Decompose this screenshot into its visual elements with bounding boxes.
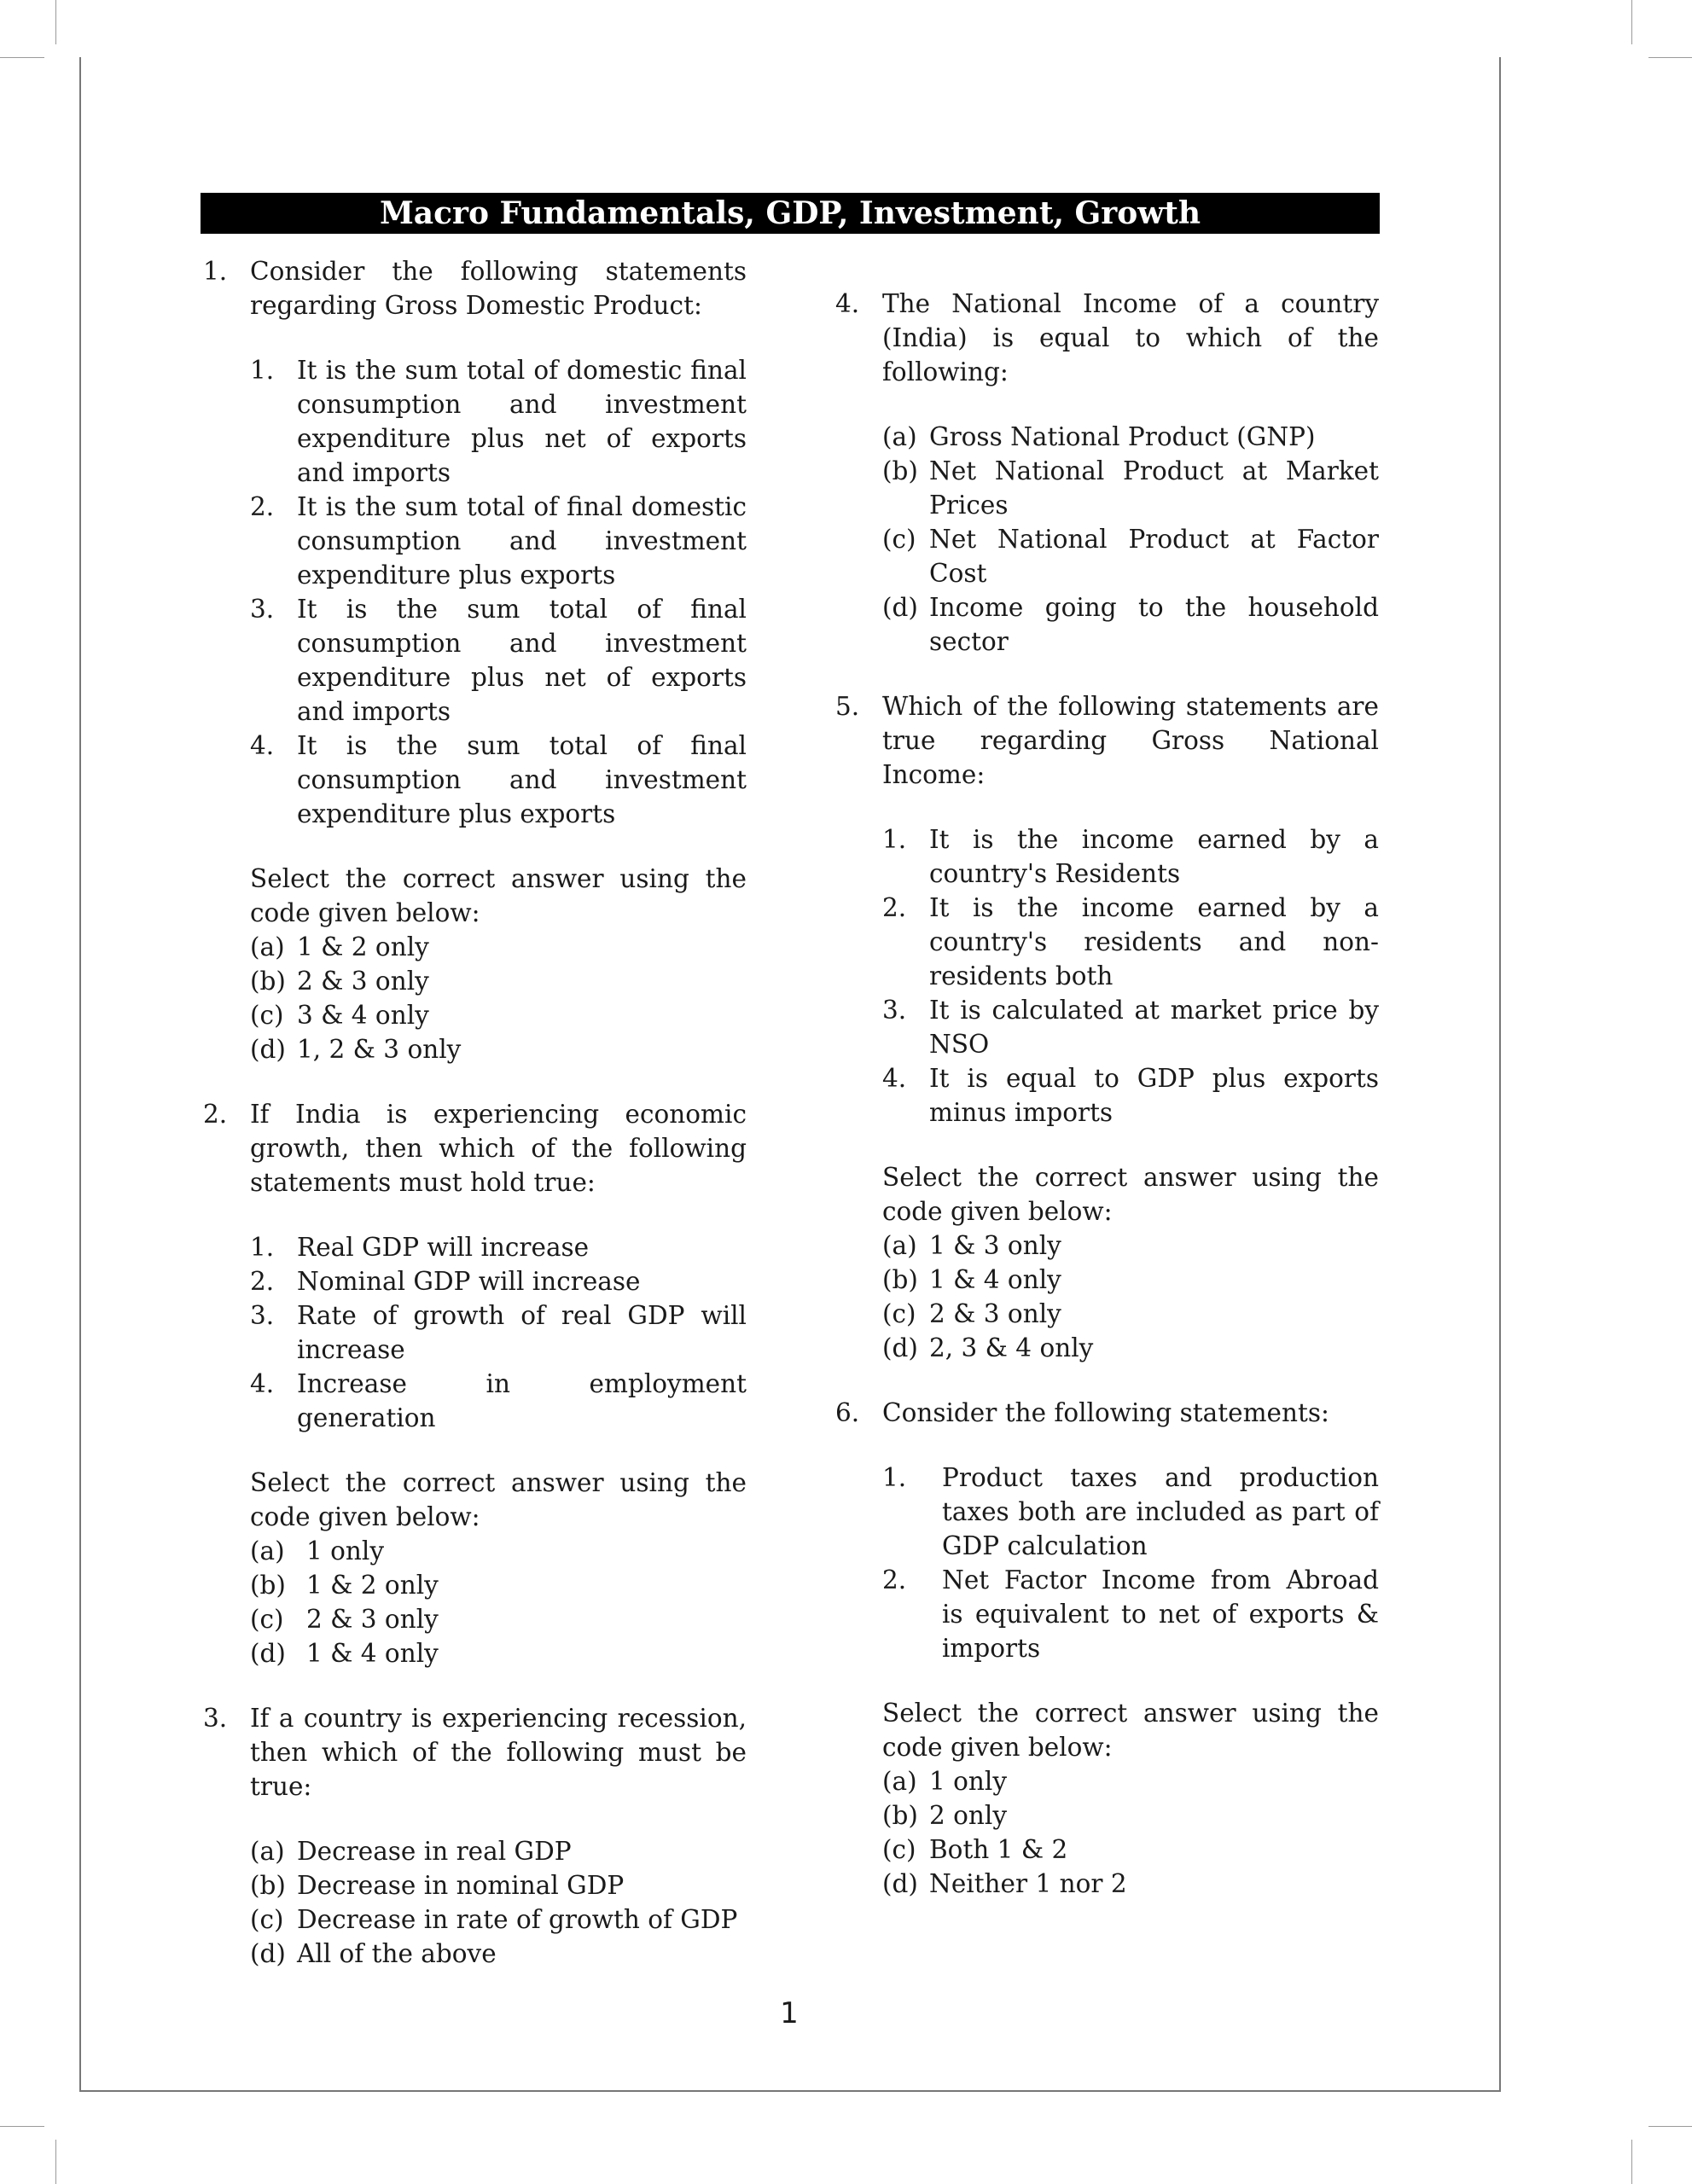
crop-mark [1631, 0, 1632, 44]
answer-option[interactable] [882, 590, 1379, 659]
option-label: (c) [250, 1001, 284, 1030]
option-text: 1 & 3 only [929, 1231, 1061, 1260]
statement [882, 1461, 1379, 1563]
statement-number: 1. [882, 825, 907, 854]
option-text: 1 & 4 only [929, 1265, 1061, 1294]
option-label: (c) [250, 1905, 284, 1934]
option-label: (d) [250, 1939, 286, 1968]
statement-number: 2. [250, 492, 275, 521]
statement [250, 1298, 747, 1367]
option-label: (a) [250, 932, 285, 961]
question-text: The National Income of a country (India) is equal to which of the following: [882, 289, 1379, 386]
statement-list [882, 1461, 1379, 1665]
answer-option[interactable] [882, 1833, 1379, 1867]
crop-mark [55, 2140, 56, 2184]
option-text: Both 1 & 2 [929, 1835, 1068, 1864]
statement-text: Net Factor Income from Abroad is equivalent to net of exports & imports [942, 1565, 1379, 1663]
option-label: (b) [250, 967, 286, 996]
question-text: Consider the following statements regarding Gross Domestic Product: [250, 257, 747, 320]
statement-number: 1. [250, 356, 275, 385]
answer-option[interactable] [882, 1297, 1379, 1331]
option-list [882, 420, 1379, 659]
statement [882, 891, 1379, 993]
question-1 [203, 254, 747, 1066]
option-list [250, 930, 747, 1066]
option-list [882, 1228, 1379, 1365]
answer-option[interactable] [250, 1032, 747, 1066]
question-2 [203, 1097, 747, 1670]
option-label: (b) [250, 1571, 286, 1600]
statement-text: Rate of growth of real GDP will increase [297, 1301, 747, 1364]
option-text: 1 only [929, 1767, 1008, 1796]
answer-instruction: Select the correct answer using the code given below: [250, 1468, 747, 1531]
question-text: Consider the following statements: [882, 1398, 1329, 1427]
statement-list [250, 1230, 747, 1435]
option-text: 3 & 4 only [297, 1001, 429, 1030]
option-label: (b) [882, 1801, 918, 1830]
statement-text: It is the sum total of domestic final consumption and investment expenditure plus net of exports and imports [297, 356, 747, 487]
statement-number: 4. [250, 731, 275, 760]
option-text: 2 & 3 only [297, 967, 429, 996]
statement [250, 592, 747, 729]
answer-instruction: Select the correct answer using the code given below: [882, 1163, 1379, 1226]
option-text: Neither 1 nor 2 [929, 1869, 1127, 1898]
statement-number: 2. [882, 893, 907, 922]
option-label: (c) [250, 1605, 284, 1634]
statement [882, 1563, 1379, 1665]
answer-instruction: Select the correct answer using the code given below: [882, 1699, 1379, 1762]
option-text: Net National Product at Factor Cost [929, 525, 1379, 588]
answer-instruction: Select the correct answer using the code given below: [250, 864, 747, 927]
answer-option[interactable] [250, 1568, 747, 1602]
page-title: Macro Fundamentals, GDP, Investment, Growth [201, 193, 1380, 234]
statement-number: 3. [250, 1301, 275, 1330]
statement-text: It is calculated at market price by NSO [929, 996, 1379, 1059]
question-number: 2. [203, 1100, 228, 1129]
question-6 [835, 1396, 1379, 1901]
option-label: (b) [882, 1265, 918, 1294]
statement-number: 1. [250, 1233, 275, 1262]
crop-mark [0, 2126, 44, 2127]
crop-mark [1648, 57, 1692, 58]
option-label: (a) [250, 1536, 285, 1565]
statement-text: Product taxes and production taxes both are included as part of GDP calculation [942, 1463, 1379, 1560]
answer-option[interactable] [250, 1937, 747, 1971]
option-label: (b) [882, 456, 918, 485]
answer-option[interactable] [882, 1228, 1379, 1263]
option-text: Net National Product at Market Prices [929, 456, 1379, 520]
question-3 [203, 1701, 747, 1971]
option-list [250, 1534, 747, 1670]
option-label: (a) [250, 1837, 285, 1866]
question-5 [835, 689, 1379, 1365]
option-label: (c) [882, 1299, 916, 1328]
option-label: (d) [250, 1035, 286, 1064]
answer-option[interactable] [882, 1867, 1379, 1901]
option-label: (b) [250, 1871, 286, 1900]
option-list [882, 1764, 1379, 1901]
statement-text: It is the sum total of final consumption and investment expenditure plus exports [297, 731, 747, 828]
statement-number: 2. [882, 1565, 907, 1594]
question-number: 1. [203, 257, 228, 286]
option-text: Decrease in rate of growth of GDP [297, 1905, 738, 1934]
option-text: 1 only [306, 1536, 385, 1565]
option-text: 1, 2 & 3 only [297, 1035, 462, 1064]
question-number: 5. [835, 692, 860, 721]
question-text: If a country is experiencing recession, then which of the following must be true: [250, 1704, 747, 1801]
option-text: 2, 3 & 4 only [929, 1333, 1094, 1362]
statement [250, 490, 747, 592]
answer-option[interactable] [250, 1902, 747, 1937]
option-list [250, 1834, 747, 1971]
answer-option[interactable] [882, 522, 1379, 590]
statement-text: It is the income earned by a country's Residents [929, 825, 1379, 888]
answer-option[interactable] [250, 998, 747, 1032]
option-text: 2 only [929, 1801, 1008, 1830]
option-text: 2 & 3 only [306, 1605, 439, 1634]
statement-number: 1. [882, 1463, 907, 1492]
statement-list [882, 822, 1379, 1130]
option-text: 1 & 4 only [306, 1639, 439, 1668]
question-number: 4. [835, 289, 860, 318]
statement-text: It is equal to GDP plus exports minus imports [929, 1064, 1379, 1127]
option-text: 1 & 2 only [297, 932, 429, 961]
statement-text: It is the income earned by a country's residents and non-residents both [929, 893, 1379, 990]
statement-list [250, 353, 747, 831]
option-label: (c) [882, 525, 916, 554]
answer-option[interactable] [882, 454, 1379, 522]
option-label: (a) [882, 422, 917, 451]
question-4 [835, 287, 1379, 659]
answer-option[interactable] [882, 1263, 1379, 1297]
answer-option[interactable] [250, 964, 747, 998]
option-text: 1 & 2 only [306, 1571, 439, 1600]
question-number: 6. [835, 1398, 860, 1427]
option-label: (d) [882, 593, 918, 622]
statement [250, 1230, 747, 1264]
statement-text: Nominal GDP will increase [297, 1267, 641, 1296]
answer-option[interactable] [250, 1636, 747, 1670]
statement-text: Increase in employment generation [297, 1369, 747, 1432]
question-text: Which of the following statements are true regarding Gross National Income: [882, 692, 1379, 789]
option-text: All of the above [297, 1939, 497, 1968]
statement [250, 1264, 747, 1298]
statement-text: It is the sum total of final domestic consumption and investment expenditure plus exports [297, 492, 747, 590]
question-text: If India is experiencing economic growth, then which of the following statements must hold true: [250, 1100, 747, 1197]
statement-text: Real GDP will increase [297, 1233, 590, 1262]
option-label: (a) [882, 1767, 917, 1796]
statement-text: It is the sum total of final consumption and investment expenditure plus net of exports and imports [297, 595, 747, 726]
answer-option[interactable] [882, 1764, 1379, 1798]
option-text: Decrease in nominal GDP [297, 1871, 625, 1900]
statement [882, 822, 1379, 891]
statement [250, 1367, 747, 1435]
option-text: Decrease in real GDP [297, 1837, 572, 1866]
answer-option[interactable] [882, 1798, 1379, 1833]
crop-mark [0, 57, 44, 58]
statement [882, 993, 1379, 1061]
statement-number: 2. [250, 1267, 275, 1296]
right-column [835, 287, 1379, 1901]
statement-number: 4. [882, 1064, 907, 1093]
option-text: 2 & 3 only [929, 1299, 1061, 1328]
option-text: Gross National Product (GNP) [929, 422, 1316, 451]
option-label: (d) [882, 1869, 918, 1898]
question-number: 3. [203, 1704, 228, 1733]
option-label: (d) [250, 1639, 286, 1668]
statement [250, 729, 747, 831]
answer-option[interactable] [882, 420, 1379, 454]
option-label: (a) [882, 1231, 917, 1260]
option-label: (d) [882, 1333, 918, 1362]
answer-option[interactable] [250, 1534, 747, 1568]
page-number: 1 [780, 1996, 799, 2030]
option-text: Income going to the household sector [929, 593, 1379, 656]
crop-mark [55, 0, 56, 44]
crop-mark [1648, 2126, 1692, 2127]
statement-number: 4. [250, 1369, 275, 1398]
answer-option[interactable] [882, 1331, 1379, 1365]
option-label: (c) [882, 1835, 916, 1864]
statement [250, 353, 747, 490]
crop-mark [1631, 2140, 1632, 2184]
statement [882, 1061, 1379, 1130]
statement-number: 3. [250, 595, 275, 624]
answer-option[interactable] [250, 1834, 747, 1868]
left-column [203, 254, 747, 1971]
answer-option[interactable] [250, 1602, 747, 1636]
statement-number: 3. [882, 996, 907, 1025]
answer-option[interactable] [250, 930, 747, 964]
answer-option[interactable] [250, 1868, 747, 1902]
